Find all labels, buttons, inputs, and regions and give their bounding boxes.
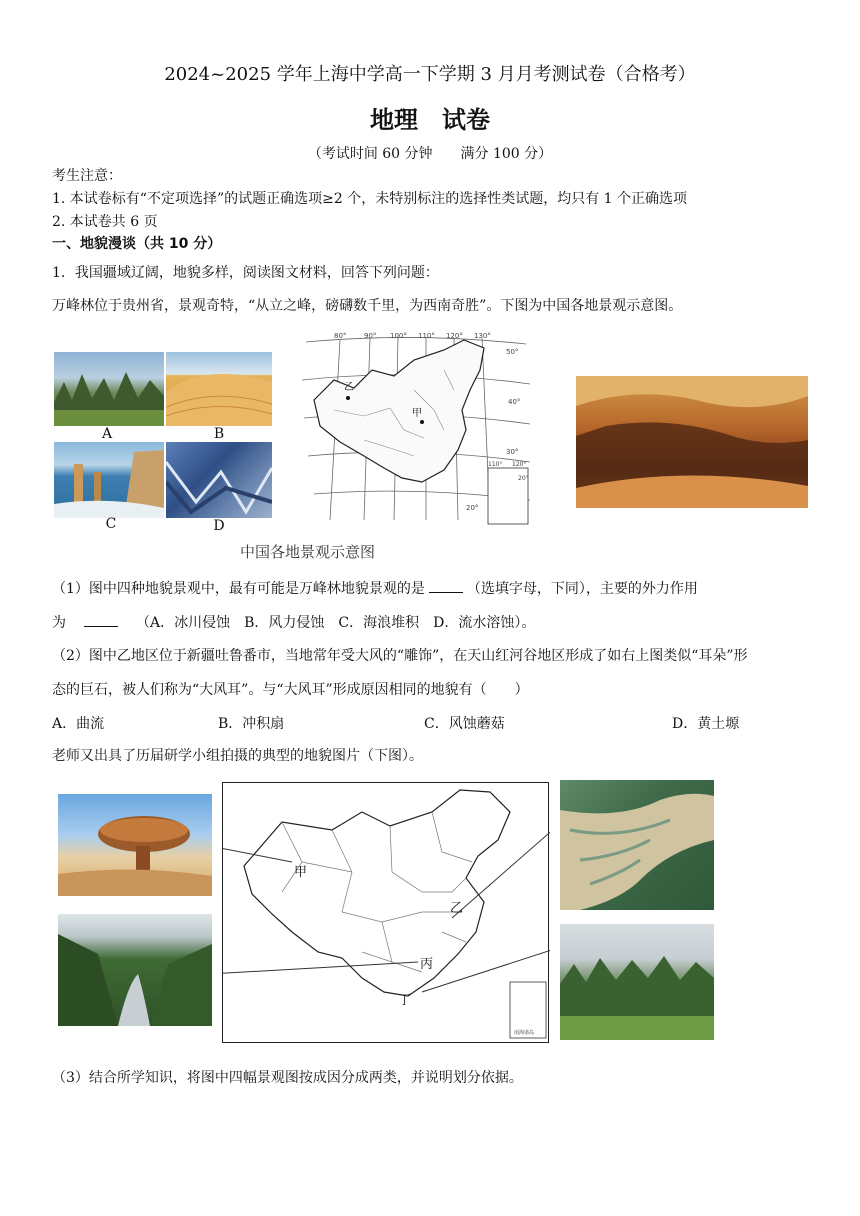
- answer-blank-2[interactable]: [84, 612, 118, 627]
- lon-label: 110°: [418, 332, 435, 340]
- inset-label: 20°: [518, 475, 529, 482]
- option-b[interactable]: B．冲积扇: [218, 716, 285, 732]
- map-label-jia: 甲: [294, 865, 308, 880]
- china-map-figure2: [222, 782, 550, 1044]
- photo-label-b: B: [213, 426, 225, 442]
- exam-info: （考试时间 60 分钟 满分 100 分）: [307, 146, 553, 162]
- teacher-note: 老师又出具了历届研学小组拍摄的典型的地貌图片（下图）。: [52, 748, 423, 764]
- point-jia: [420, 420, 424, 424]
- q1-1-text-c: 为: [52, 615, 66, 631]
- inset-label: 110°: [488, 461, 503, 468]
- note-item: 2. 本试卷共 6 页: [52, 214, 158, 230]
- photo-label-d: D: [213, 518, 225, 534]
- q1-1-line2: [52, 612, 535, 633]
- q1-1-options: （A．冰川侵蚀 B．风力侵蚀 C．海浪堆积 D．流水溶蚀）。: [136, 615, 536, 631]
- lat-label: 30°: [506, 448, 519, 456]
- answer-blank-1[interactable]: [429, 578, 463, 593]
- photo-c-sea-stacks: [54, 442, 164, 518]
- note-item: 1. 本试卷标有“不定项选择”的试题正确选项≥2 个，未特别标注的选择性类试题，均只有 1 个正确选项: [52, 191, 688, 207]
- point-yi: [346, 396, 350, 400]
- q1-1-text-a: （1）图中四种地貌景观中，最有可能是万峰林地貌景观的是: [52, 581, 425, 597]
- photo-b-desert-dune: [166, 352, 272, 426]
- lon-label: 120°: [446, 332, 463, 340]
- point-yi-label: 乙: [344, 382, 354, 393]
- lon-label: 130°: [474, 332, 491, 340]
- exam-title: 2024~2025 学年上海中学高一下学期 3 月月考测试卷（合格考）: [164, 64, 696, 85]
- map-label-yi: 乙: [450, 901, 464, 916]
- option-d[interactable]: D．黄土塬: [672, 716, 740, 732]
- china-landscape-map: [294, 330, 534, 530]
- q1-2-line1: （2）图中乙地区位于新疆吐鲁番市，当地常年受大风的“雕饰”，在天山红河谷地区形成了如右上图类似“耳朵”形: [52, 648, 748, 664]
- lat-label: 40°: [508, 398, 521, 406]
- q1-1-text-b: （选填字母，下同），主要的外力作用: [466, 581, 698, 597]
- map-label-bing: 丙: [420, 957, 434, 972]
- photo-bing-gorge: [58, 914, 212, 1026]
- section-heading: 一、地貌漫谈（共 10 分）: [52, 236, 222, 252]
- option-c[interactable]: C．风蚀蘑菇: [424, 716, 505, 732]
- notes-heading: 考生注意：: [52, 168, 122, 184]
- inset-label-2: 南海诸岛: [514, 1030, 535, 1036]
- photo-label-c: C: [105, 516, 117, 532]
- photo-a-karst-peaks: [54, 352, 164, 426]
- lat-label: 50°: [506, 348, 519, 356]
- lon-label: 90°: [364, 332, 377, 340]
- photo-jia-mushroom-rock: [58, 794, 212, 896]
- map-label-ding: 丁: [398, 993, 412, 1008]
- q1-3-text: （3）结合所学知识，将图中四幅景观图按成因分成两类，并说明划分依据。: [52, 1070, 523, 1086]
- inset-label: 120°: [512, 461, 527, 468]
- question-intro: 1．我国疆域辽阔，地貌多样，阅读图文材料，回答下列问题：: [52, 265, 439, 281]
- photo-ding-karst-peaks: [560, 924, 714, 1040]
- point-jia-label: 甲: [412, 408, 422, 419]
- lon-label: 100°: [390, 332, 407, 340]
- lat-label: 20°: [466, 504, 479, 512]
- subject-title: 地理 试卷: [370, 106, 490, 134]
- photo-dafenger-rock: [576, 376, 808, 508]
- option-a[interactable]: A．曲流: [52, 716, 105, 732]
- q1-1-line: [52, 578, 698, 599]
- question-material: 万峰林位于贵州省，景观奇特，“从立之峰，磅礴数千里，为西南奇胜”。下图为中国各地景观示意图。: [52, 298, 683, 314]
- figure1-caption: 中国各地景观示意图: [240, 543, 376, 561]
- photo-yi-estuary-delta: [560, 780, 714, 910]
- photo-d-glacial-valley: [166, 442, 272, 518]
- lon-label: 80°: [334, 332, 347, 340]
- photo-label-a: A: [101, 426, 113, 442]
- q1-2-line2: 态的巨石，被人们称为“大风耳”。与“大风耳”形成原因相同的地貌有（ ）: [52, 682, 529, 698]
